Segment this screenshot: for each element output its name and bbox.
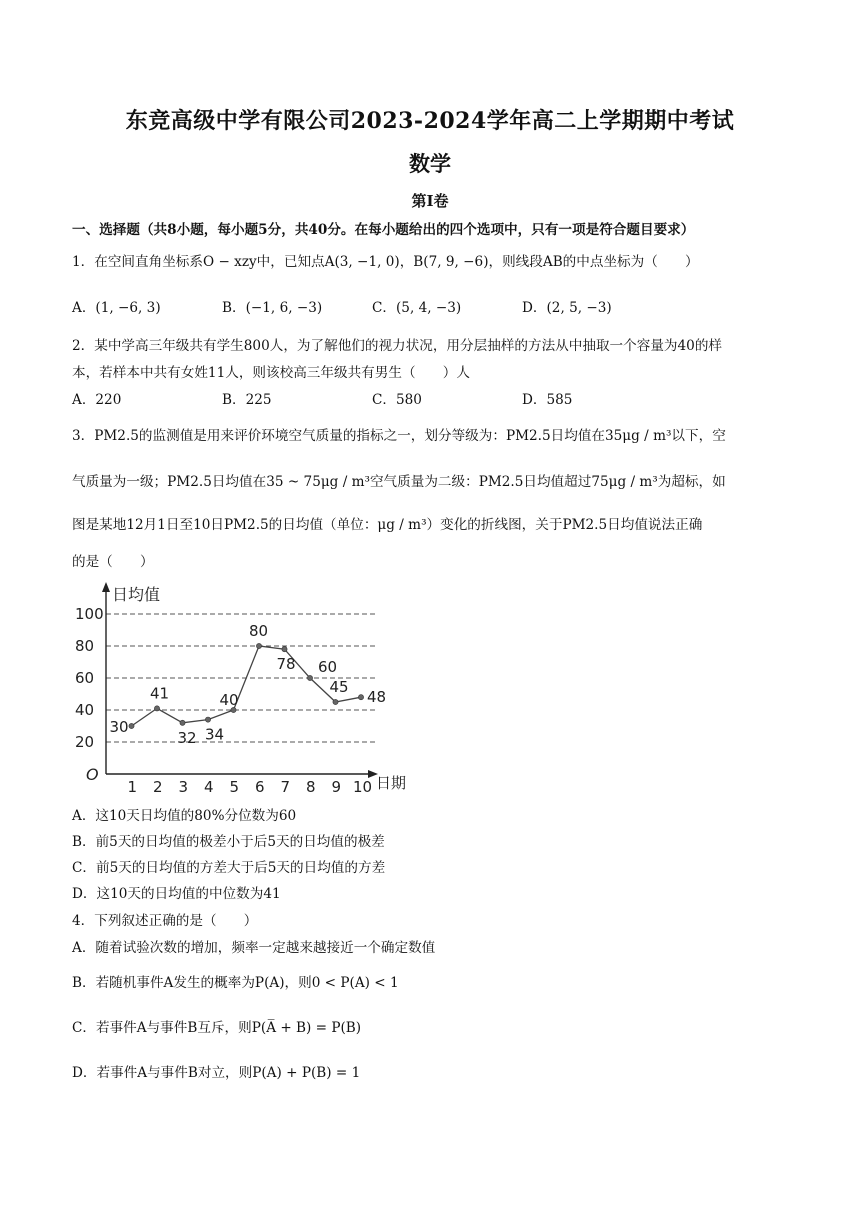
pm25-line-chart (72, 578, 412, 794)
q3-line4: 的是（ ） (72, 554, 154, 570)
q1-option-b: B．(−1, 6, −3) (222, 300, 323, 316)
y-tick-label-20: 20 (75, 733, 95, 751)
data-label-4: 34 (205, 725, 225, 744)
x-axis-label: 日期 (376, 774, 407, 792)
q1-option-a: A．(1, −6, 3) (72, 300, 161, 316)
q3-line3: 图是某地12月1日至10日PM2.5的日均值（单位：μg / m³）变化的折线图，关于PM2.5日均值说法正确 (72, 517, 703, 533)
data-label-2: 41 (150, 684, 170, 703)
x-tick-labels (128, 778, 373, 794)
data-label-3: 32 (177, 728, 197, 747)
y-tick-label-80: 80 (75, 637, 95, 655)
q1-option-c: C．(5, 4, −3) (372, 300, 462, 316)
data-labels (110, 622, 387, 747)
q1-stem: 1．在空间直角坐标系O − xzy中，已知点A(3, −1, 0)，B(7, 9, −6)，则线段AB的中点坐标为（ ） (72, 254, 699, 270)
q2-option-a: A．220 (72, 392, 122, 408)
exam-title: 东竞高级中学有限公司2023-2024学年高二上学期期中考试 (125, 108, 735, 134)
q3-line2: 气质量为一级；PM2.5日均值在35 ~ 75μg / m³空气质量为二级：PM2.5日均值超过75μg / m³为超标，如 (72, 474, 726, 490)
data-label-1: 30 (109, 718, 129, 736)
x-tick-label-5: 5 (229, 778, 240, 794)
q3-line1: 3．PM2.5的监测值是用来评价环境空气质量的指标之一，划分等级为：PM2.5日均值在35μg / m³以下，空 (72, 428, 726, 444)
data-point-8 (307, 675, 312, 680)
data-label-6: 80 (249, 622, 269, 640)
x-tick-label-10: 10 (353, 778, 373, 794)
y-tick-labels (75, 605, 104, 751)
x-tick-label-7: 7 (280, 778, 291, 794)
data-point-9 (333, 699, 338, 704)
q2-option-d: D．585 (522, 392, 573, 408)
section-heading: 一、选择题（共8小题，每小题5分，共40分。在每小题给出的四个选项中，只有一项是符合题目要求） (72, 222, 695, 238)
q2-stem-line1: 2．某中学高三年级共有学生800人，为了解他们的视力状况，用分层抽样的方法从中抽取一个容量为40的样 (72, 338, 723, 354)
q2-option-b: B．225 (222, 392, 272, 408)
origin-label: O (86, 765, 99, 784)
data-label-8: 60 (318, 658, 338, 676)
q3-option-b: B．前5天的日均值的极差小于后5天的日均值的极差 (72, 834, 385, 850)
y-tick-label-60: 60 (75, 669, 95, 687)
x-tick-label-6: 6 (255, 778, 265, 794)
x-tick-label-9: 9 (331, 778, 342, 794)
data-point-1 (129, 723, 134, 728)
q3-option-c: C．前5天的日均值的方差大于后5天的日均值的方差 (72, 860, 386, 876)
data-point-10 (358, 695, 363, 700)
q2-option-c: C．580 (372, 392, 422, 408)
data-label-7: 78 (276, 655, 296, 674)
y-axis-arrow-icon (102, 582, 110, 592)
data-label-10: 48 (367, 688, 387, 707)
q1-option-d: D．(2, 5, −3) (522, 300, 612, 316)
x-tick-label-4: 4 (204, 778, 214, 794)
data-point-2 (154, 706, 159, 711)
q3-option-d: D．这10天的日均值的中位数为41 (72, 886, 281, 902)
y-axis-label: 日均值 (112, 585, 161, 604)
q4-option-a: A．随着试验次数的增加，频率一定越来越接近一个确定数值 (72, 940, 436, 956)
q4-option-b: B．若随机事件A发生的概率为P(A)，则0 < P(A) < 1 (72, 975, 399, 991)
q4-option-d: D．若事件A与事件B对立，则P(A) + P(B) = 1 (72, 1065, 361, 1081)
data-point-7 (282, 647, 287, 652)
x-tick-label-3: 3 (178, 778, 189, 794)
q4-option-c: C．若事件A与事件B互斥，则P(A̅ + B) = P(B) (72, 1020, 362, 1036)
volume-title: 第Ⅰ卷 (411, 192, 449, 210)
data-point-4 (205, 717, 210, 722)
q4-stem: 4．下列叙述正确的是（ ） (72, 913, 258, 929)
data-point-3 (180, 720, 185, 725)
subject-title: 数学 (409, 151, 451, 176)
q2-stem-line2: 本，若样本中共有女姓11人，则该校高三年级共有男生（ ）人 (72, 365, 470, 381)
x-tick-label-8: 8 (306, 778, 316, 794)
data-label-9: 45 (329, 678, 349, 696)
q3-option-a: A．这10天日均值的80%分位数为60 (72, 808, 297, 824)
y-tick-label-40: 40 (75, 701, 95, 719)
data-label-5: 40 (219, 691, 239, 709)
y-tick-label-100: 100 (75, 605, 104, 623)
data-point-6 (256, 643, 261, 648)
x-tick-label-2: 2 (153, 778, 163, 794)
x-tick-label-1: 1 (127, 778, 138, 794)
